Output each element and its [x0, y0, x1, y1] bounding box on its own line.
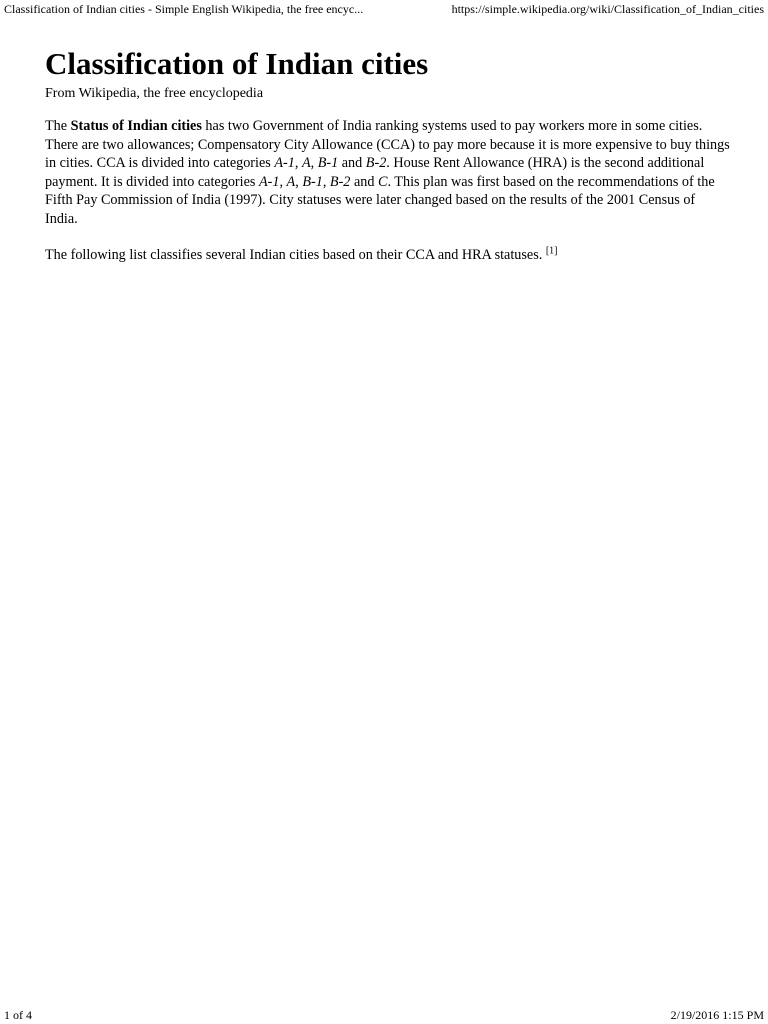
sep: , [279, 173, 287, 190]
hra-category-b1: B-1 [302, 173, 323, 190]
sep: and [350, 173, 378, 190]
article-title: Classification of Indian cities [45, 46, 429, 81]
sep: , [295, 173, 303, 190]
print-datetime: 2/19/2016 1:15 PM [670, 1008, 764, 1022]
intro-text-1: The [45, 118, 71, 134]
hra-category-c: C [378, 173, 388, 190]
cca-category-a: A [301, 155, 311, 171]
reference-link-1[interactable]: [1] [545, 245, 558, 257]
header-url: https://simple.wikipedia.org/wiki/Classification_of_Indian_cities [451, 2, 764, 16]
sep: , [310, 155, 318, 171]
sep: , [294, 155, 302, 171]
list-intro-paragraph [45, 246, 730, 265]
cca-category-b2: B-2 [365, 155, 387, 171]
print-footer [0, 1006, 768, 1024]
header-page-title: Classification of Indian cities - Simple English Wikipedia, the free encyc... [4, 2, 364, 16]
print-header [0, 0, 768, 18]
cca-category-b1: B-1 [317, 155, 339, 171]
list-intro-text: The following list classifies several Indian cities based on their CCA and HRA statuses. [45, 247, 546, 263]
intro-text-4: . This plan was first based on the recommendations of the Fifth Pay Commission of India (1997). City statuses were later changed based on the results of the 2001 Census of India. [45, 173, 715, 227]
sep: and [338, 155, 366, 171]
hra-category-a1: A-1 [258, 173, 280, 190]
article-tagline: From Wikipedia, the free encyclopedia [45, 86, 264, 101]
page-number: 1 of 4 [4, 1008, 32, 1022]
hra-category-b2: B-2 [329, 173, 351, 190]
sep: , [322, 173, 330, 190]
hra-category-a: A [286, 173, 296, 190]
intro-text-3: . House Rent Allowance (HRA) is the second additional payment. It is divided into categories [45, 155, 705, 190]
intro-paragraph [45, 117, 730, 228]
status-of-indian-cities-bold: Status of Indian cities [70, 118, 202, 134]
intro-text-2: has two Government of India ranking systems used to pay workers more in some cities. There are two allowances; Compensatory City Allowance (CCA) to pay more because it is more expensive to buy things in cities. CCA is divided into categories [45, 118, 730, 171]
cca-category-a1: A-1 [274, 155, 295, 171]
